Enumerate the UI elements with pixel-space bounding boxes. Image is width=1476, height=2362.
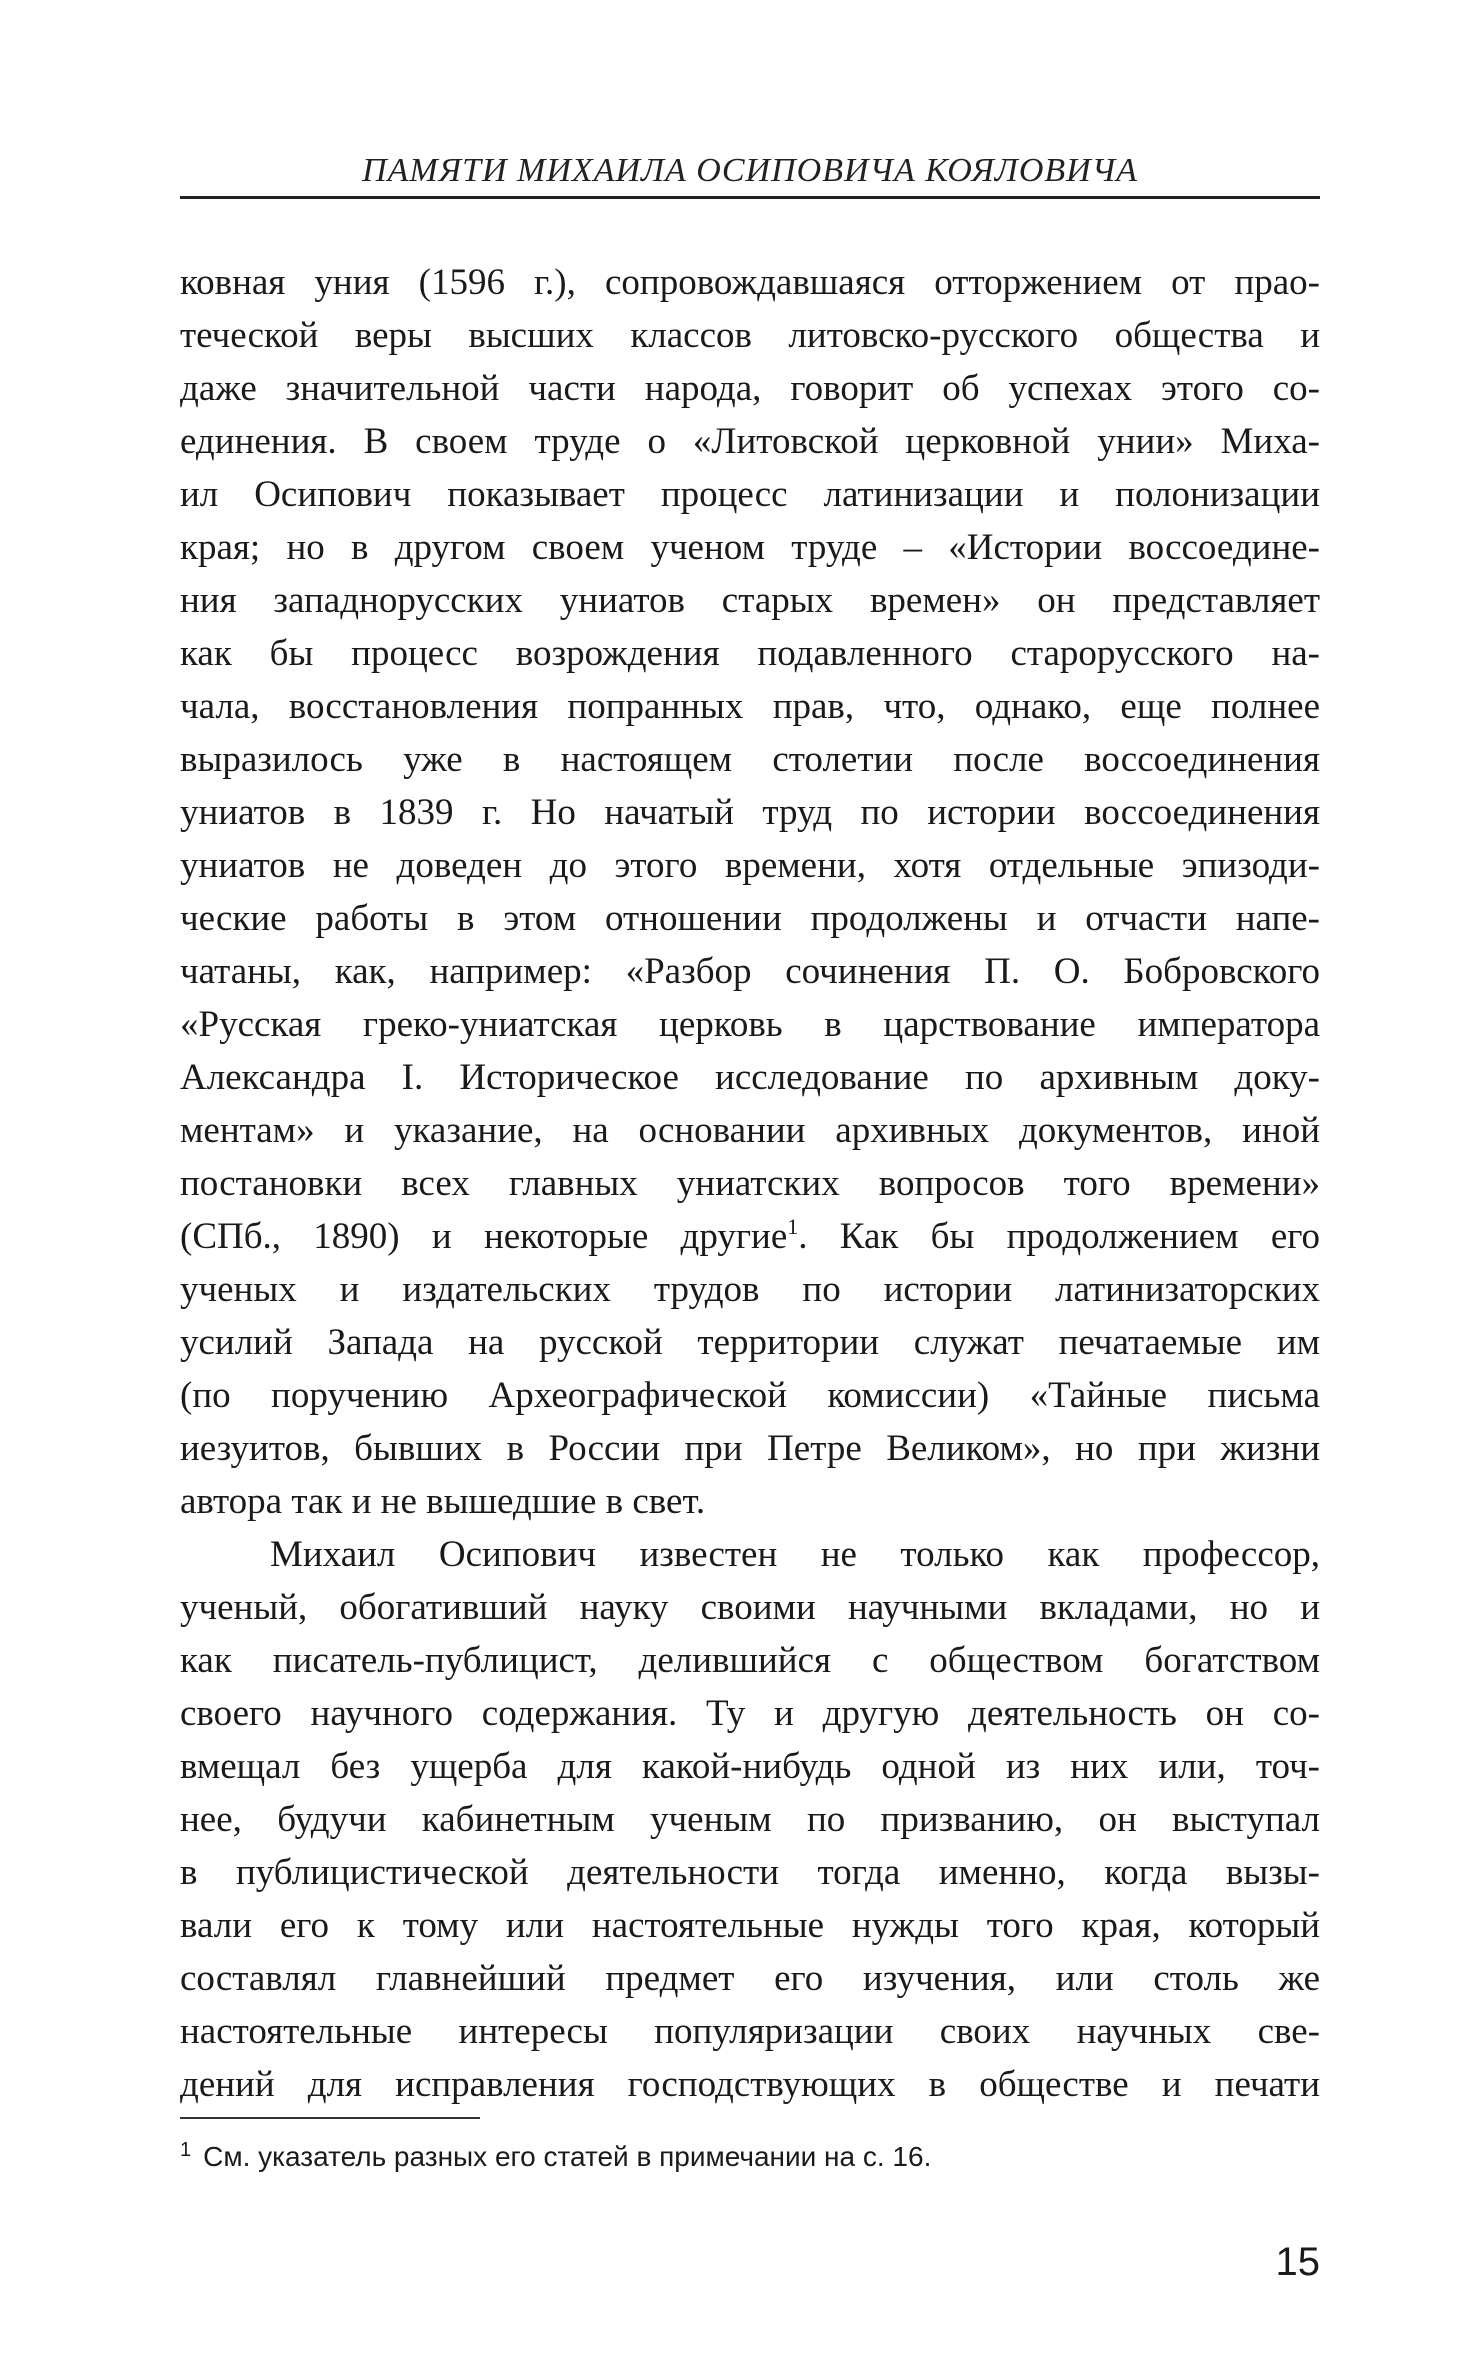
text-line: ния западнорусских униатов старых времен» он представляет [180,580,1320,621]
text-line: вали его к тому или настоятельные нужды того края, который [180,1905,1320,1946]
text-line: своего научного содержания. Ту и другую деятельность он со- [180,1693,1320,1734]
text-line: усилий Запада на русской территории служат печатаемые им [180,1322,1320,1363]
text-line: как бы процесс возрождения подавленного старорусского на- [180,633,1320,674]
text-line: вмещал без ущерба для какой-нибудь одной из них или, точ- [180,1746,1320,1787]
text-line: ученый, обогативший науку своими научными вкладами, но и [180,1587,1320,1628]
text-line: настоятельные интересы популяризации своих научных све- [180,2011,1320,2052]
text-line: постановки всех главных униатских вопросов того времени» [180,1163,1320,1204]
footnote-mark: 1 [180,2139,192,2161]
text-line: края; но в другом своем ученом труде – «Истории воссоедине- [180,527,1320,568]
text-line: дений для исправления господствующих в обществе и печати [180,2064,1320,2105]
text-line: единения. В своем труде о «Литовской церковной унии» Миха- [180,421,1320,462]
text-line: теческой веры высших классов литовско-русского общества и [180,315,1320,356]
text-line: в публицистической деятельности тогда именно, когда вызы- [180,1852,1320,1893]
footnote-reference: 1 [787,1214,799,1239]
text-line: выразилось уже в настоящем столетии после воссоединения [180,739,1320,780]
footnote [180,2130,1320,2177]
text-line: «Русская греко-униатская церковь в царствование императора [180,1004,1320,1045]
footnote-text: См. указатель разных его статей в примечании на с. 16. [203,2141,932,2172]
page-number: 15 [1275,2240,1320,2284]
text-line-with-footnote [180,1210,1320,1263]
text-line: ментам» и указание, на основании архивных документов, иной [180,1110,1320,1151]
text-line: даже значительной части народа, говорит об успехах этого со- [180,368,1320,409]
text-segment: . Как бы продолжением его [798,1216,1320,1257]
header-rule [180,196,1320,199]
text-segment: (СПб., 1890) и некоторые другие [180,1216,788,1257]
running-header: ПАМЯТИ МИХАИЛА ОСИПОВИЧА КОЯЛОВИЧА [362,152,1138,189]
text-line: составлял главнейший предмет его изучения, или столь же [180,1958,1320,1999]
text-line: чатаны, как, например: «Разбор сочинения П. О. Бобровского [180,951,1320,992]
text-line: нее, будучи кабинетным ученым по призванию, он выступал [180,1799,1320,1840]
text-line: униатов не доведен до этого времени, хотя отдельные эпизоди- [180,845,1320,886]
text-line: Александра I. Историческое исследование по архивным доку- [180,1057,1320,1098]
footnote-rule [180,2117,480,2119]
text-line: ил Осипович показывает процесс латинизации и полонизации [180,474,1320,515]
text-line: униатов в 1839 г. Но начатый труд по истории воссоединения [180,792,1320,833]
text-line: чала, восстановления попранных прав, что, однако, еще полнее [180,686,1320,727]
text-line: ученых и издательских трудов по истории латинизаторских [180,1269,1320,1310]
text-line: ковная уния (1596 г.), сопровождавшаяся отторжением от прао- [180,262,1320,303]
text-line: ческие работы в этом отношении продолжены и отчасти напе- [180,898,1320,939]
paragraph-first-line: Михаил Осипович известен не только как профессор, [270,1534,1320,1575]
text-line: как писатель-публицист, делившийся с обществом богатством [180,1640,1320,1681]
text-line: автора так и не вышедшие в свет. [180,1481,706,1522]
text-line: (по поручению Археографической комиссии) «Тайные письма [180,1375,1320,1416]
text-line: иезуитов, бывших в России при Петре Великом», но при жизни [180,1428,1320,1469]
body-text [180,256,1320,2111]
